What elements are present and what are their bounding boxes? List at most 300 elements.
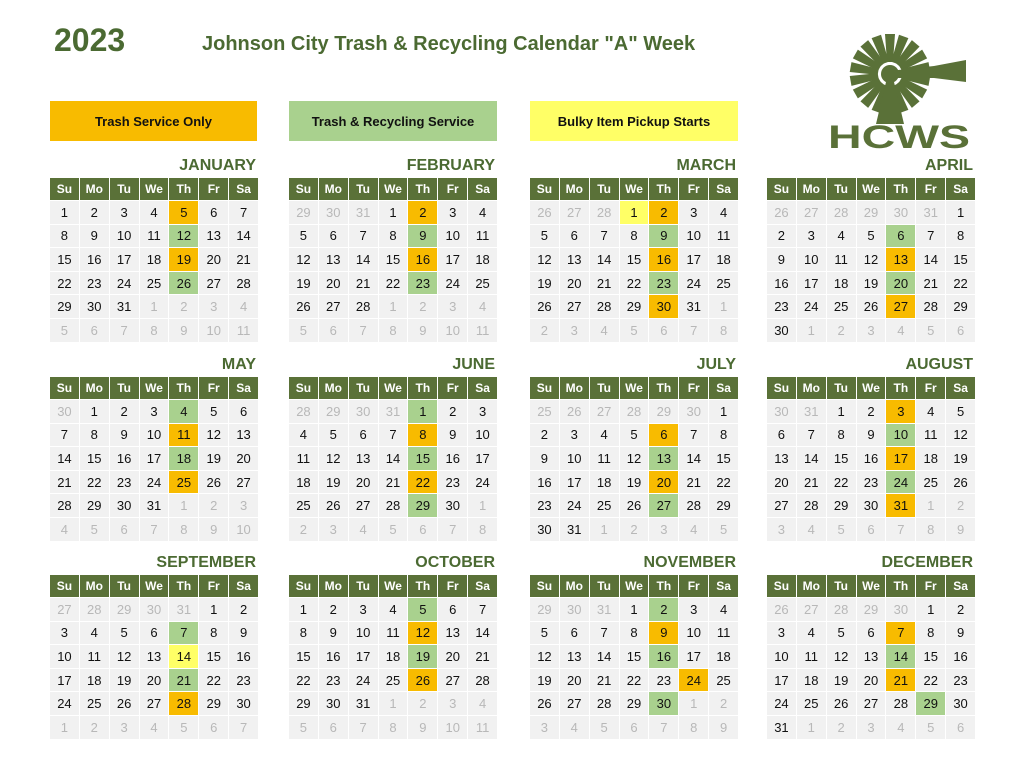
day-cell: 3	[50, 622, 79, 645]
day-cell: 18	[379, 645, 408, 668]
adjacent-month-day: 1	[709, 295, 738, 318]
trash-day: 16	[649, 248, 678, 271]
bulky-pickup-day: 14	[169, 645, 198, 668]
adjacent-month-day: 1	[797, 716, 826, 739]
weekday-header: Mo	[319, 178, 348, 200]
day-cell: 13	[560, 248, 589, 271]
day-cell: 26	[857, 295, 886, 318]
weekday-header: Fr	[199, 575, 228, 597]
month-days-grid	[50, 377, 258, 541]
month-name: JUNE	[452, 356, 495, 373]
month-february	[289, 155, 497, 342]
recycling-day: 16	[649, 645, 678, 668]
adjacent-month-day: 5	[289, 716, 318, 739]
day-cell: 2	[110, 400, 139, 423]
day-cell: 7	[50, 424, 79, 447]
day-cell: 13	[140, 645, 169, 668]
windmill-icon	[850, 34, 966, 124]
trash-day: 9	[649, 622, 678, 645]
adjacent-month-day: 30	[349, 400, 378, 423]
adjacent-month-day: 6	[620, 716, 649, 739]
day-cell: 2	[530, 424, 559, 447]
weekday-header: Mo	[80, 575, 109, 597]
adjacent-month-day: 29	[857, 598, 886, 621]
recycling-day: 9	[649, 225, 678, 248]
month-days-grid	[50, 178, 258, 342]
weekday-header: Tu	[827, 377, 856, 399]
month-days-grid	[289, 575, 497, 739]
day-cell: 5	[857, 225, 886, 248]
weekday-header: Th	[169, 575, 198, 597]
day-cell: 17	[767, 669, 796, 692]
day-cell: 7	[797, 424, 826, 447]
adjacent-month-day: 8	[709, 319, 738, 342]
day-cell: 15	[199, 645, 228, 668]
adjacent-month-day: 7	[140, 518, 169, 541]
adjacent-month-day: 4	[140, 716, 169, 739]
adjacent-month-day: 26	[767, 201, 796, 224]
trash-day: 21	[886, 669, 915, 692]
recycling-day: 29	[916, 692, 945, 715]
day-cell: 29	[620, 692, 649, 715]
recycling-day: 30	[649, 692, 678, 715]
trash-day: 30	[649, 295, 678, 318]
weekday-header: Th	[408, 575, 437, 597]
day-cell: 27	[857, 692, 886, 715]
adjacent-month-day: 28	[289, 400, 318, 423]
day-cell: 11	[709, 225, 738, 248]
recycling-day: 18	[169, 447, 198, 470]
weekday-header: Tu	[110, 377, 139, 399]
weekday-header: Sa	[229, 575, 258, 597]
adjacent-month-day: 31	[916, 201, 945, 224]
weekday-header: Th	[886, 575, 915, 597]
recycling-day: 20	[886, 272, 915, 295]
day-cell: 1	[50, 201, 79, 224]
day-cell: 24	[438, 272, 467, 295]
day-cell: 21	[679, 471, 708, 494]
day-cell: 25	[916, 471, 945, 494]
day-cell: 20	[438, 645, 467, 668]
day-cell: 18	[80, 669, 109, 692]
day-cell: 9	[767, 248, 796, 271]
weekday-header: Fr	[679, 575, 708, 597]
day-cell: 24	[679, 272, 708, 295]
day-cell: 29	[50, 295, 79, 318]
day-cell: 28	[797, 494, 826, 517]
day-cell: 22	[620, 669, 649, 692]
day-cell: 20	[199, 248, 228, 271]
day-cell: 18	[289, 471, 318, 494]
day-cell: 8	[620, 225, 649, 248]
day-cell: 22	[50, 272, 79, 295]
day-cell: 18	[709, 248, 738, 271]
day-cell: 11	[289, 447, 318, 470]
adjacent-month-day: 4	[886, 716, 915, 739]
day-cell: 20	[857, 669, 886, 692]
day-cell: 29	[946, 295, 975, 318]
day-cell: 16	[438, 447, 467, 470]
day-cell: 12	[857, 248, 886, 271]
day-cell: 22	[199, 669, 228, 692]
day-cell: 31	[679, 295, 708, 318]
day-cell: 26	[530, 692, 559, 715]
day-cell: 20	[229, 447, 258, 470]
day-cell: 22	[709, 471, 738, 494]
day-cell: 3	[349, 598, 378, 621]
day-cell: 5	[827, 622, 856, 645]
day-cell: 12	[530, 645, 559, 668]
weekday-header: Th	[408, 377, 437, 399]
day-cell: 4	[289, 424, 318, 447]
adjacent-month-day: 30	[679, 400, 708, 423]
adjacent-month-day: 6	[319, 319, 348, 342]
month-name: MARCH	[676, 157, 736, 174]
trash-day: 22	[408, 471, 437, 494]
trash-day: 12	[408, 622, 437, 645]
day-cell: 25	[289, 494, 318, 517]
day-cell: 24	[50, 692, 79, 715]
day-cell: 26	[530, 295, 559, 318]
weekday-header: Su	[530, 575, 559, 597]
adjacent-month-day: 7	[110, 319, 139, 342]
adjacent-month-day: 4	[560, 716, 589, 739]
day-cell: 8	[50, 225, 79, 248]
adjacent-month-day: 27	[797, 598, 826, 621]
day-cell: 15	[827, 447, 856, 470]
weekday-header: Su	[289, 377, 318, 399]
day-cell: 2	[767, 225, 796, 248]
weekday-header: Tu	[827, 178, 856, 200]
day-cell: 23	[857, 471, 886, 494]
month-november	[530, 552, 738, 739]
weekday-header: Fr	[438, 575, 467, 597]
adjacent-month-day: 7	[438, 518, 467, 541]
adjacent-month-day: 9	[709, 716, 738, 739]
day-cell: 1	[827, 400, 856, 423]
adjacent-month-day: 5	[379, 518, 408, 541]
day-cell: 5	[319, 424, 348, 447]
weekday-header: We	[857, 178, 886, 200]
day-cell: 5	[289, 225, 318, 248]
adjacent-month-day: 3	[857, 319, 886, 342]
trash-day: 31	[886, 494, 915, 517]
day-cell: 28	[886, 692, 915, 715]
day-cell: 10	[468, 424, 497, 447]
adjacent-month-day: 30	[886, 598, 915, 621]
adjacent-month-day: 6	[80, 319, 109, 342]
weekday-header: Fr	[199, 377, 228, 399]
day-cell: 4	[827, 225, 856, 248]
day-cell: 27	[560, 295, 589, 318]
day-cell: 25	[379, 669, 408, 692]
adjacent-month-day: 2	[530, 319, 559, 342]
weekday-header: We	[379, 178, 408, 200]
weekday-header: Su	[50, 575, 79, 597]
adjacent-month-day: 3	[649, 518, 678, 541]
adjacent-month-day: 3	[767, 518, 796, 541]
recycling-day: 19	[408, 645, 437, 668]
day-cell: 25	[590, 494, 619, 517]
day-cell: 21	[229, 248, 258, 271]
weekday-header: Th	[649, 575, 678, 597]
day-cell: 13	[319, 248, 348, 271]
weekday-header: Tu	[590, 178, 619, 200]
weekday-header: Th	[169, 377, 198, 399]
day-cell: 4	[797, 622, 826, 645]
weekday-header: Sa	[709, 178, 738, 200]
adjacent-month-day: 7	[679, 319, 708, 342]
day-cell: 28	[468, 669, 497, 692]
adjacent-month-day: 1	[379, 295, 408, 318]
weekday-header: We	[620, 178, 649, 200]
day-cell: 3	[468, 400, 497, 423]
trash-day: 25	[169, 471, 198, 494]
adjacent-month-day: 7	[886, 518, 915, 541]
month-name: DECEMBER	[881, 554, 973, 571]
day-cell: 25	[709, 669, 738, 692]
day-cell: 21	[590, 669, 619, 692]
adjacent-month-day: 1	[50, 716, 79, 739]
adjacent-month-day: 4	[886, 319, 915, 342]
day-cell: 8	[946, 225, 975, 248]
legend-trash: Trash Service Only	[50, 101, 257, 141]
weekday-header: Su	[767, 575, 796, 597]
trash-day: 3	[886, 400, 915, 423]
day-cell: 19	[319, 471, 348, 494]
weekday-header: Mo	[797, 575, 826, 597]
day-cell: 21	[797, 471, 826, 494]
adjacent-month-day: 2	[169, 295, 198, 318]
day-cell: 13	[349, 447, 378, 470]
day-cell: 7	[229, 201, 258, 224]
day-cell: 8	[289, 622, 318, 645]
weekday-header: Tu	[349, 178, 378, 200]
weekday-header: Tu	[590, 377, 619, 399]
day-cell: 17	[468, 447, 497, 470]
day-cell: 4	[80, 622, 109, 645]
day-cell: 14	[679, 447, 708, 470]
adjacent-month-day: 2	[408, 295, 437, 318]
day-cell: 1	[379, 201, 408, 224]
adjacent-month-day: 30	[319, 201, 348, 224]
day-cell: 18	[140, 248, 169, 271]
day-cell: 9	[438, 424, 467, 447]
day-cell: 20	[349, 471, 378, 494]
day-cell: 8	[80, 424, 109, 447]
day-cell: 25	[709, 272, 738, 295]
day-cell: 27	[140, 692, 169, 715]
adjacent-month-day: 1	[590, 518, 619, 541]
weekday-header: Su	[289, 575, 318, 597]
day-cell: 12	[530, 248, 559, 271]
adjacent-month-day: 11	[229, 319, 258, 342]
day-cell: 12	[620, 447, 649, 470]
recycling-day: 13	[649, 447, 678, 470]
adjacent-month-day: 26	[767, 598, 796, 621]
adjacent-month-day: 1	[797, 319, 826, 342]
day-cell: 1	[709, 400, 738, 423]
adjacent-month-day: 2	[709, 692, 738, 715]
day-cell: 6	[199, 201, 228, 224]
weekday-header: Th	[649, 377, 678, 399]
adjacent-month-day: 5	[916, 716, 945, 739]
day-cell: 19	[199, 447, 228, 470]
adjacent-month-day: 4	[468, 692, 497, 715]
adjacent-month-day: 2	[199, 494, 228, 517]
adjacent-month-day: 2	[827, 716, 856, 739]
day-cell: 23	[438, 471, 467, 494]
adjacent-month-day: 5	[50, 319, 79, 342]
day-cell: 9	[530, 447, 559, 470]
day-cell: 29	[80, 494, 109, 517]
day-cell: 16	[530, 471, 559, 494]
adjacent-month-day: 6	[110, 518, 139, 541]
weekday-header: Fr	[438, 178, 467, 200]
day-cell: 3	[140, 400, 169, 423]
recycling-day: 5	[408, 598, 437, 621]
day-cell: 27	[199, 272, 228, 295]
recycling-day: 10	[886, 424, 915, 447]
month-days-grid	[767, 575, 975, 739]
day-cell: 2	[438, 400, 467, 423]
day-cell: 11	[590, 447, 619, 470]
day-cell: 9	[229, 622, 258, 645]
month-october	[289, 552, 497, 739]
adjacent-month-day: 31	[169, 598, 198, 621]
day-cell: 12	[946, 424, 975, 447]
day-cell: 14	[379, 447, 408, 470]
day-cell: 15	[80, 447, 109, 470]
month-days-grid	[767, 377, 975, 541]
trash-day: 5	[169, 201, 198, 224]
day-cell: 31	[349, 692, 378, 715]
logo-text: HCWS	[828, 119, 970, 152]
day-cell: 27	[349, 494, 378, 517]
day-cell: 30	[438, 494, 467, 517]
weekday-header: Fr	[916, 575, 945, 597]
day-cell: 6	[319, 225, 348, 248]
month-april	[767, 155, 975, 342]
trash-day: 28	[169, 692, 198, 715]
day-cell: 19	[857, 272, 886, 295]
day-cell: 5	[530, 622, 559, 645]
day-cell: 11	[379, 622, 408, 645]
month-december	[767, 552, 975, 739]
day-cell: 6	[560, 622, 589, 645]
day-cell: 22	[289, 669, 318, 692]
day-cell: 16	[767, 272, 796, 295]
adjacent-month-day: 8	[379, 716, 408, 739]
adjacent-month-day: 5	[916, 319, 945, 342]
day-cell: 22	[620, 272, 649, 295]
day-cell: 12	[319, 447, 348, 470]
day-cell: 10	[797, 248, 826, 271]
day-cell: 1	[946, 201, 975, 224]
day-cell: 19	[289, 272, 318, 295]
day-cell: 24	[797, 295, 826, 318]
adjacent-month-day: 11	[468, 716, 497, 739]
adjacent-month-day: 4	[229, 295, 258, 318]
day-cell: 7	[590, 225, 619, 248]
adjacent-month-day: 4	[679, 518, 708, 541]
day-cell: 30	[319, 692, 348, 715]
day-cell: 28	[349, 295, 378, 318]
day-cell: 25	[468, 272, 497, 295]
day-cell: 9	[319, 622, 348, 645]
day-cell: 24	[560, 494, 589, 517]
day-cell: 15	[620, 645, 649, 668]
day-cell: 25	[80, 692, 109, 715]
adjacent-month-day: 3	[110, 716, 139, 739]
adjacent-month-day: 3	[438, 692, 467, 715]
day-cell: 17	[349, 645, 378, 668]
day-cell: 11	[916, 424, 945, 447]
weekday-header: Mo	[80, 178, 109, 200]
weekday-header: Mo	[797, 178, 826, 200]
recycling-day: 9	[408, 225, 437, 248]
day-cell: 7	[916, 225, 945, 248]
day-cell: 28	[916, 295, 945, 318]
day-cell: 30	[110, 494, 139, 517]
day-cell: 10	[349, 622, 378, 645]
month-name: APRIL	[925, 157, 973, 174]
adjacent-month-day: 27	[797, 201, 826, 224]
adjacent-month-day: 5	[590, 716, 619, 739]
day-cell: 23	[530, 494, 559, 517]
day-cell: 20	[560, 669, 589, 692]
weekday-header: Th	[169, 178, 198, 200]
adjacent-month-day: 29	[857, 201, 886, 224]
trash-day: 24	[679, 669, 708, 692]
recycling-day: 27	[649, 494, 678, 517]
adjacent-month-day: 30	[140, 598, 169, 621]
adjacent-month-day: 3	[438, 295, 467, 318]
adjacent-month-day: 3	[199, 295, 228, 318]
weekday-header: Mo	[797, 377, 826, 399]
day-cell: 14	[50, 447, 79, 470]
trash-day: 11	[169, 424, 198, 447]
weekday-header: Mo	[560, 377, 589, 399]
day-cell: 8	[916, 622, 945, 645]
month-name: NOVEMBER	[643, 554, 736, 571]
weekday-header: Sa	[468, 178, 497, 200]
day-cell: 11	[827, 248, 856, 271]
adjacent-month-day: 2	[620, 518, 649, 541]
day-cell: 15	[50, 248, 79, 271]
adjacent-month-day: 29	[110, 598, 139, 621]
day-cell: 23	[946, 669, 975, 692]
month-march	[530, 155, 738, 342]
day-cell: 2	[229, 598, 258, 621]
adjacent-month-day: 8	[379, 319, 408, 342]
weekday-header: We	[620, 377, 649, 399]
adjacent-month-day: 10	[438, 319, 467, 342]
weekday-header: Su	[767, 377, 796, 399]
adjacent-month-day: 5	[169, 716, 198, 739]
day-cell: 14	[797, 447, 826, 470]
adjacent-month-day: 7	[229, 716, 258, 739]
weekday-header: Tu	[110, 178, 139, 200]
day-cell: 14	[590, 248, 619, 271]
day-cell: 22	[946, 272, 975, 295]
month-july	[530, 354, 738, 541]
day-cell: 1	[80, 400, 109, 423]
day-cell: 13	[857, 645, 886, 668]
adjacent-month-day: 2	[80, 716, 109, 739]
weekday-header: Su	[530, 178, 559, 200]
adjacent-month-day: 1	[140, 295, 169, 318]
